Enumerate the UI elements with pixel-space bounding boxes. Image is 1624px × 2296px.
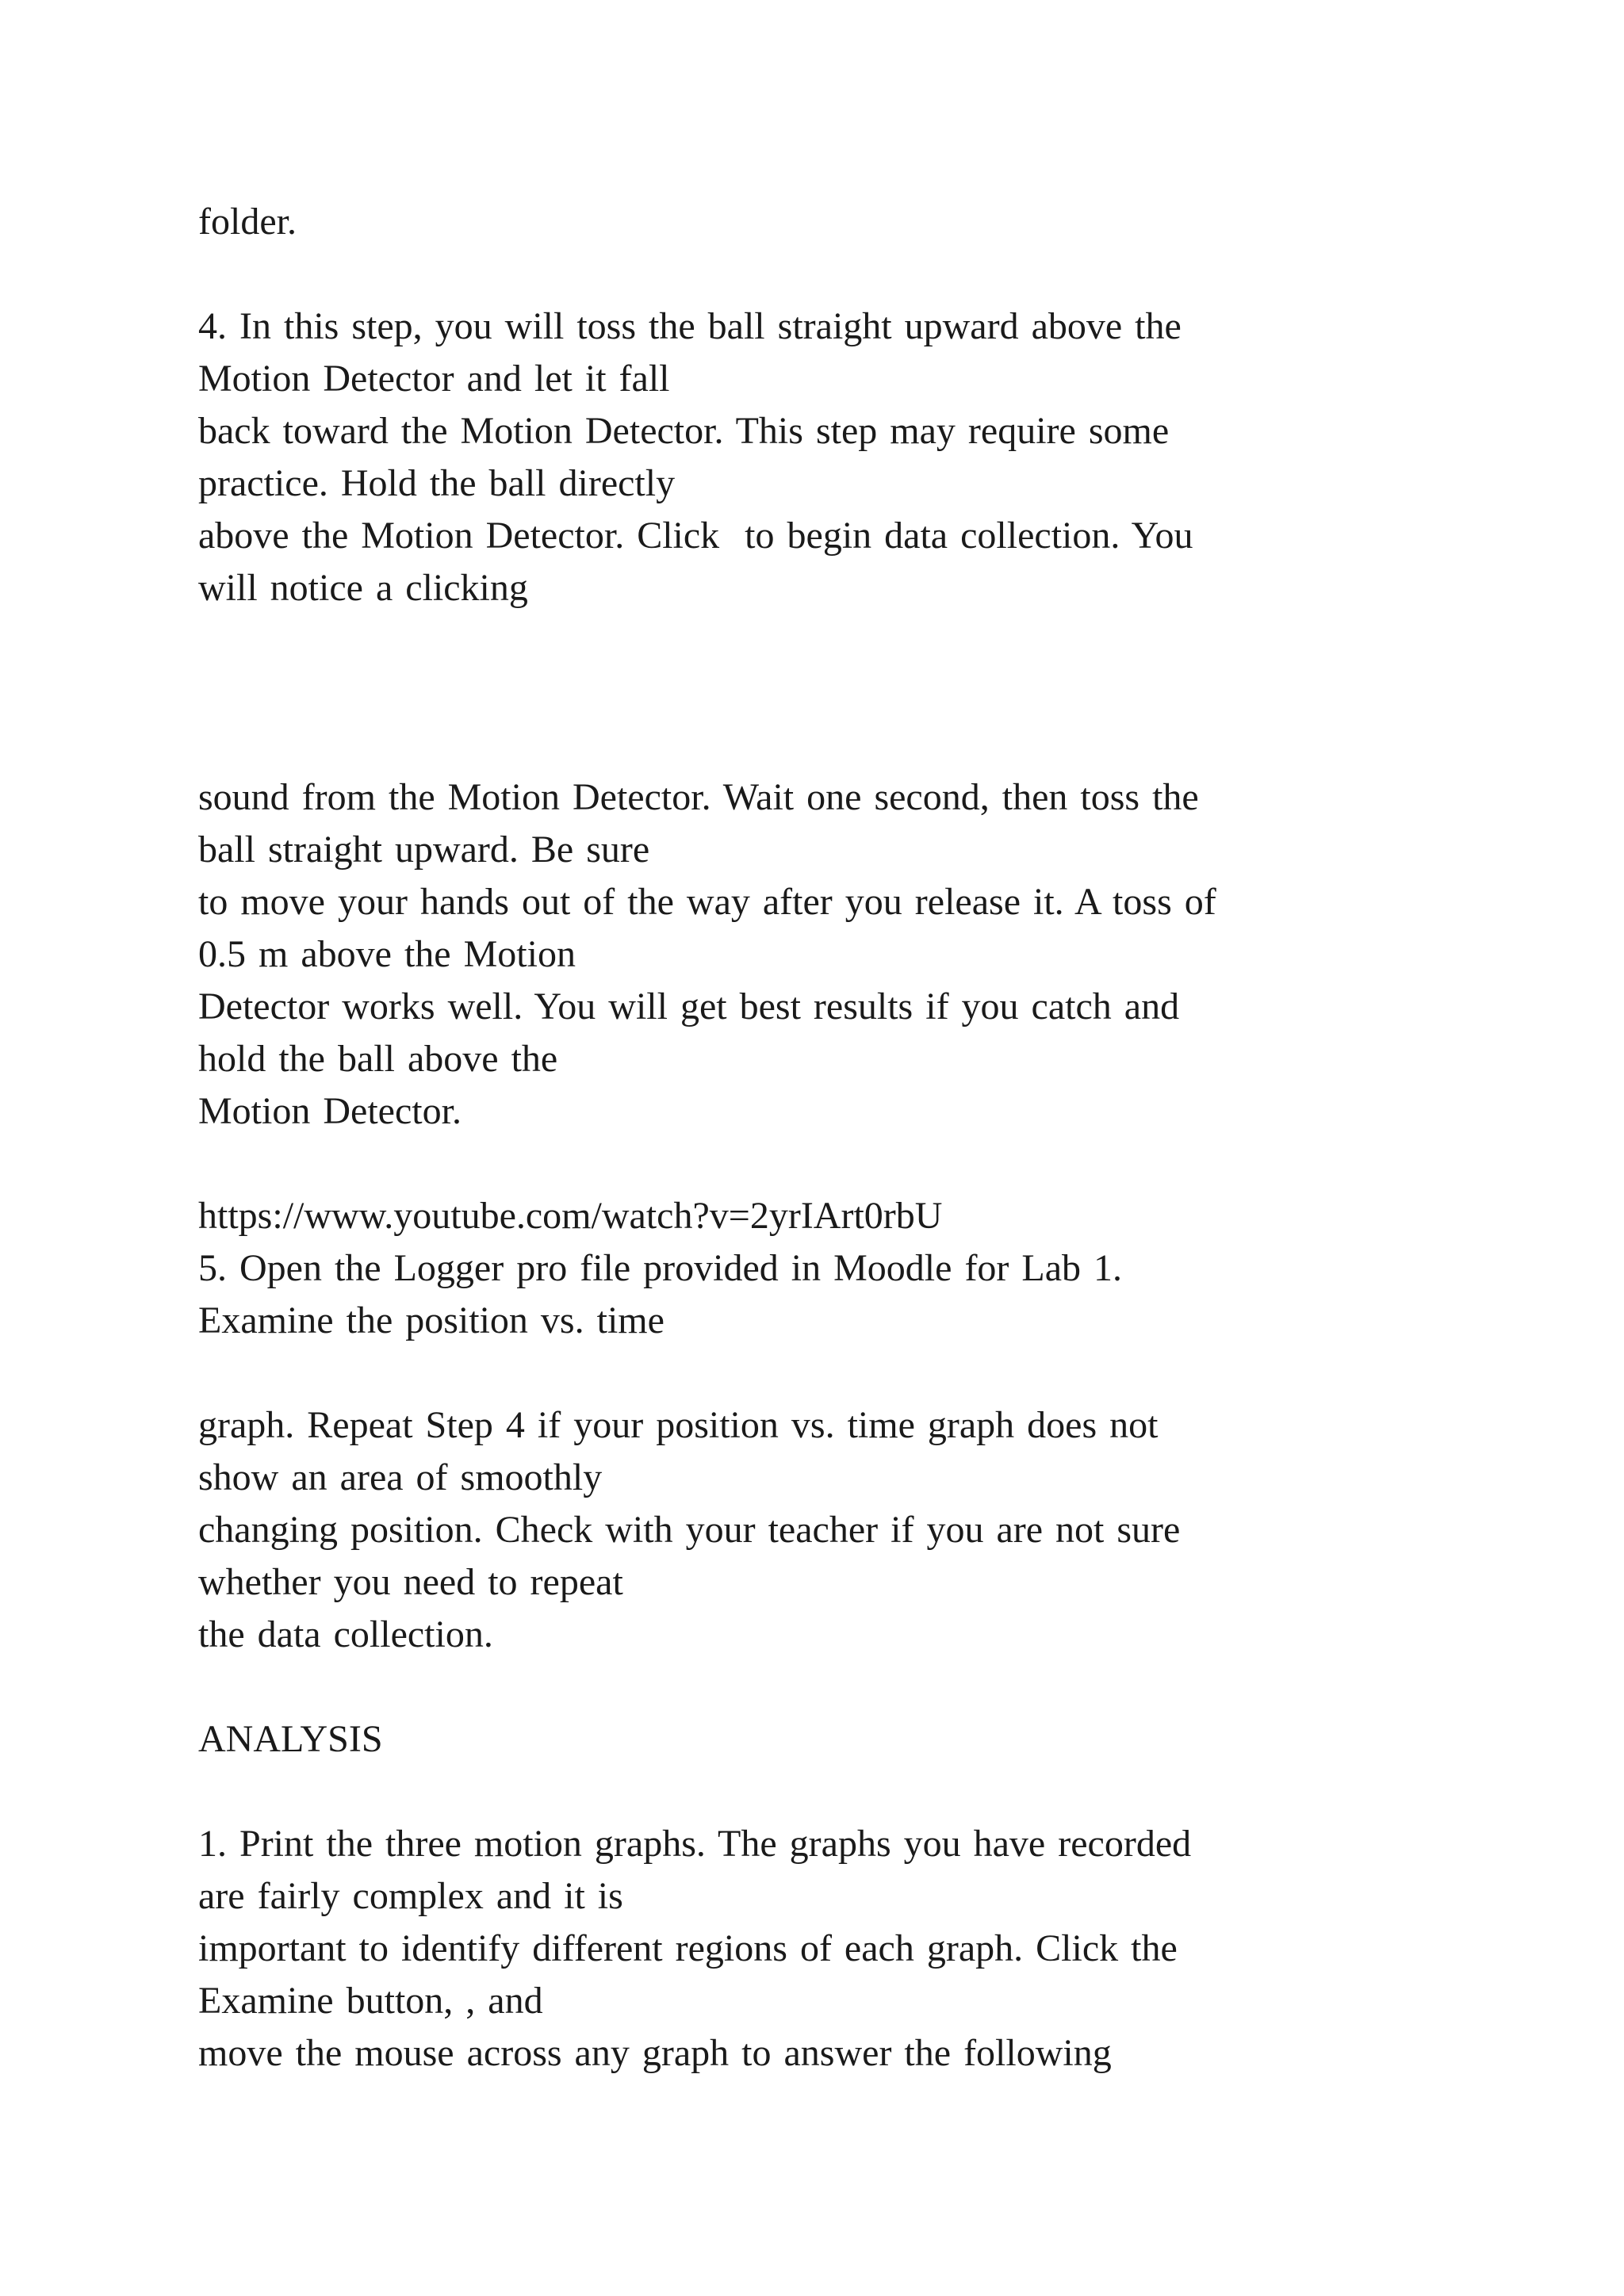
- analysis-heading: ANALYSIS: [198, 1718, 383, 1760]
- analysis-1-text-line: are fairly complex and it is: [198, 1875, 623, 1917]
- step-5-text-line: Examine the position vs. time: [198, 1299, 665, 1341]
- step-4-text-line: to move your hands out of the way after you release it. A toss of: [198, 881, 1216, 923]
- analysis-1-text-line: move the mouse across any graph to answer the following: [198, 2032, 1112, 2074]
- step-4-text-line: will notice a clicking: [198, 567, 528, 609]
- step-4-text-line: 4. In this step, you will toss the ball straight upward above the: [198, 305, 1182, 347]
- step-5-text-line: show an area of smoothly: [198, 1456, 603, 1498]
- step-4-text-line: hold the ball above the: [198, 1038, 558, 1080]
- analysis-1-text-line: important to identify different regions of each graph. Click the: [198, 1927, 1178, 1969]
- step-5-text-line: whether you need to repeat: [198, 1561, 623, 1603]
- step-5-text-line: graph. Repeat Step 4 if your position vs. time graph does not: [198, 1404, 1159, 1446]
- step-4-text-line: Motion Detector and let it fall: [198, 358, 670, 400]
- step-4-text-line: above the Motion Detector. Click to begin data collection. You: [198, 515, 1193, 557]
- step-4-text-line: 0.5 m above the Motion: [198, 933, 576, 975]
- step-5-text-line: the data collection.: [198, 1613, 493, 1655]
- step-4-text-line: Detector works well. You will get best results if you catch and: [198, 985, 1180, 1027]
- video-url-link[interactable]: https://www.youtube.com/watch?v=2yrIArt0rbU: [198, 1195, 943, 1237]
- analysis-1-text-line: Examine button, , and: [198, 1980, 543, 2022]
- step-4-text-line: practice. Hold the ball directly: [198, 462, 676, 504]
- step-4-text-line: ball straight upward. Be sure: [198, 828, 650, 871]
- step-5-text-line: 5. Open the Logger pro file provided in Moodle for Lab 1.: [198, 1247, 1123, 1289]
- step-4-text-line: back toward the Motion Detector. This step may require some: [198, 410, 1170, 452]
- analysis-1-text-line: 1. Print the three motion graphs. The graphs you have recorded: [198, 1823, 1192, 1865]
- step-5-text-line: changing position. Check with your teacher if you are not sure: [198, 1509, 1181, 1551]
- step-4-text-line: Motion Detector.: [198, 1090, 462, 1132]
- step-4-text-line: sound from the Motion Detector. Wait one second, then toss the: [198, 776, 1199, 818]
- text-line: folder.: [198, 201, 297, 243]
